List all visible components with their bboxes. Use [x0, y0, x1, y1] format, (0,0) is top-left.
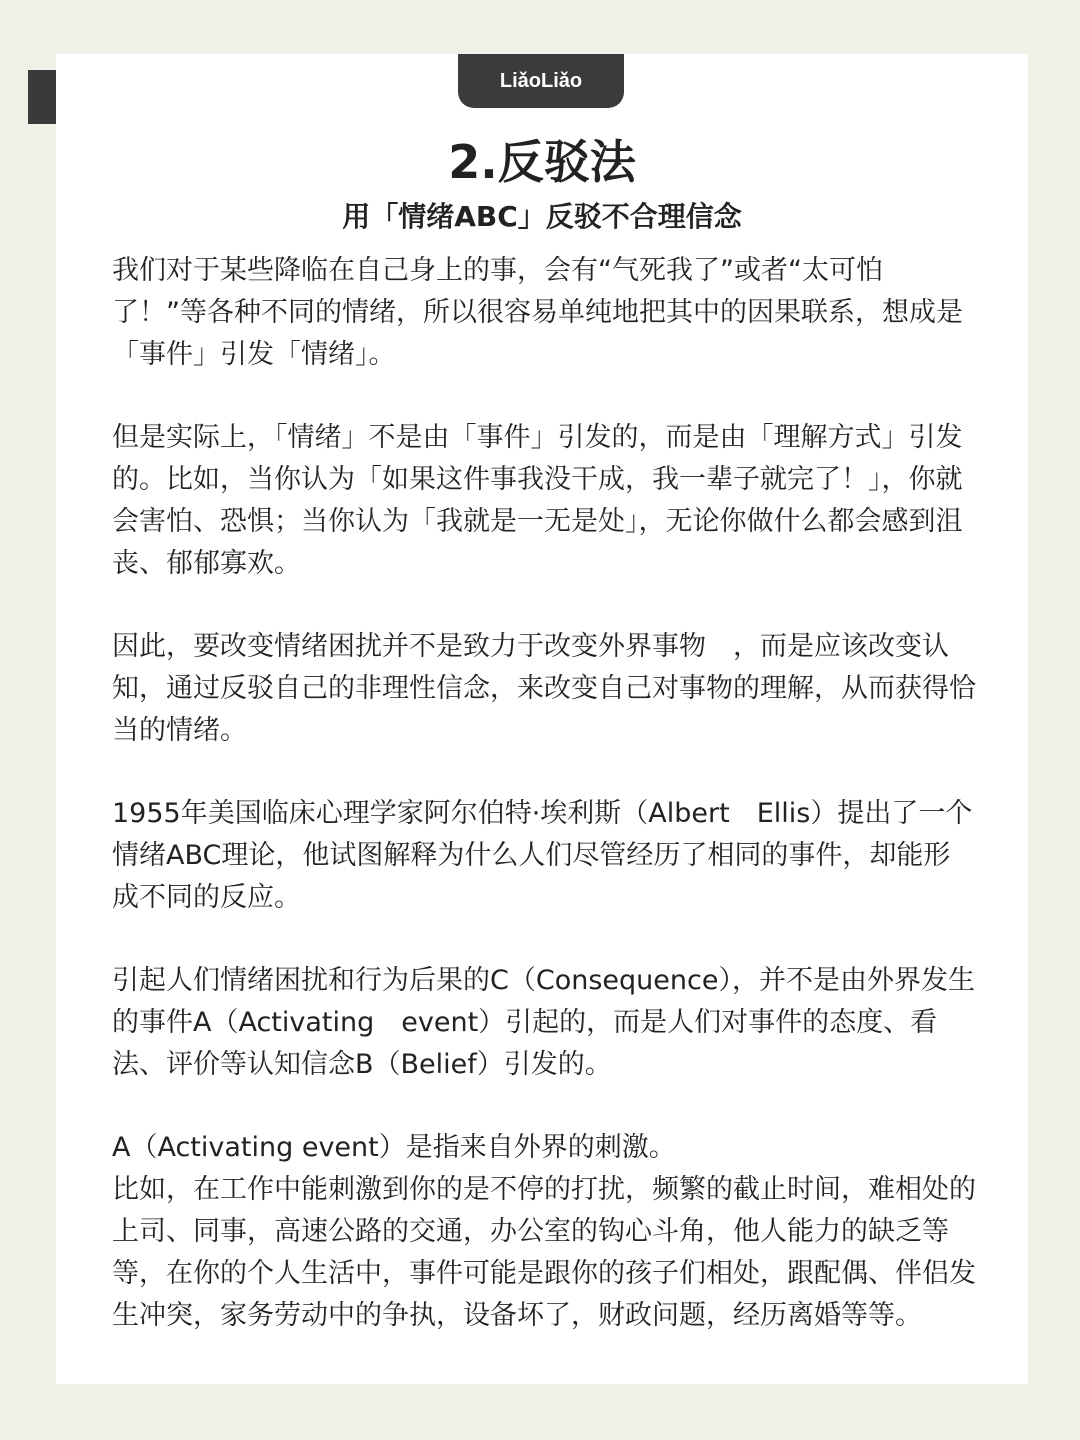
paragraph-a-examples: 比如，在工作中能刺激到你的是不停的打扰，频繁的截止时间，难相处的上司、同事，高速公路的交通，办公室的钩心斗角，他人能力的缺乏等等，在你的个人生活中，事件可能是跟你的孩子们相处，跟配偶、伴侣发生冲突，家务劳动中的争执，设备坏了，财政问题，经历离婚等等。	[112, 1174, 976, 1331]
paragraph-abc-theory: 引起人们情绪困扰和行为后果的C（Consequence），并不是由外界发生的事件A（Activating event）引起的，而是人们对事件的态度、看法、评价等认知信念B（Belief）引发的。	[112, 965, 975, 1080]
brand-logo-tab	[458, 54, 624, 108]
paragraph-a-definition: A（Activating event）是指来自外界的刺激。	[112, 1132, 676, 1163]
page-subtitle: 用「情绪ABC」反驳不合理信念	[342, 200, 742, 233]
paragraph-therefore: 因此，要改变情绪困扰并不是致力于改变外界事物 ，而是应该改变认知，通过反驳自己的非理性信念，来改变自己对事物的理解，从而获得恰当的情绪。	[112, 631, 976, 746]
paragraph-reality: 但是实际上，「情绪」不是由「事件」引发的，而是由「理解方式」引发的。比如，当你认为「如果这件事我没干成，我一辈子就完了！」，你就会害怕、恐惧；当你认为「我就是一无是处」，无论你做什么都会感到沮丧、郁郁寡欢。	[112, 422, 963, 579]
article-body	[112, 250, 976, 1337]
page-title: 2.反驳法	[448, 135, 636, 189]
paragraph-history: 1955年美国临床心理学家阿尔伯特·埃利斯（Albert Ellis）提出了一个情绪ABC理论，他试图解释为什么人们尽管经历了相同的事件，却能形成不同的反应。	[112, 798, 973, 913]
paragraph-intro: 我们对于某些降临在自己身上的事，会有“气死我了”或者“太可怕了！”等各种不同的情绪，所以很容易单纯地把其中的因果联系，想成是「事件」引发「情绪」。	[112, 255, 963, 370]
side-tab-marker	[28, 70, 56, 124]
brand-logo: LiǎoLiǎo	[499, 69, 583, 92]
